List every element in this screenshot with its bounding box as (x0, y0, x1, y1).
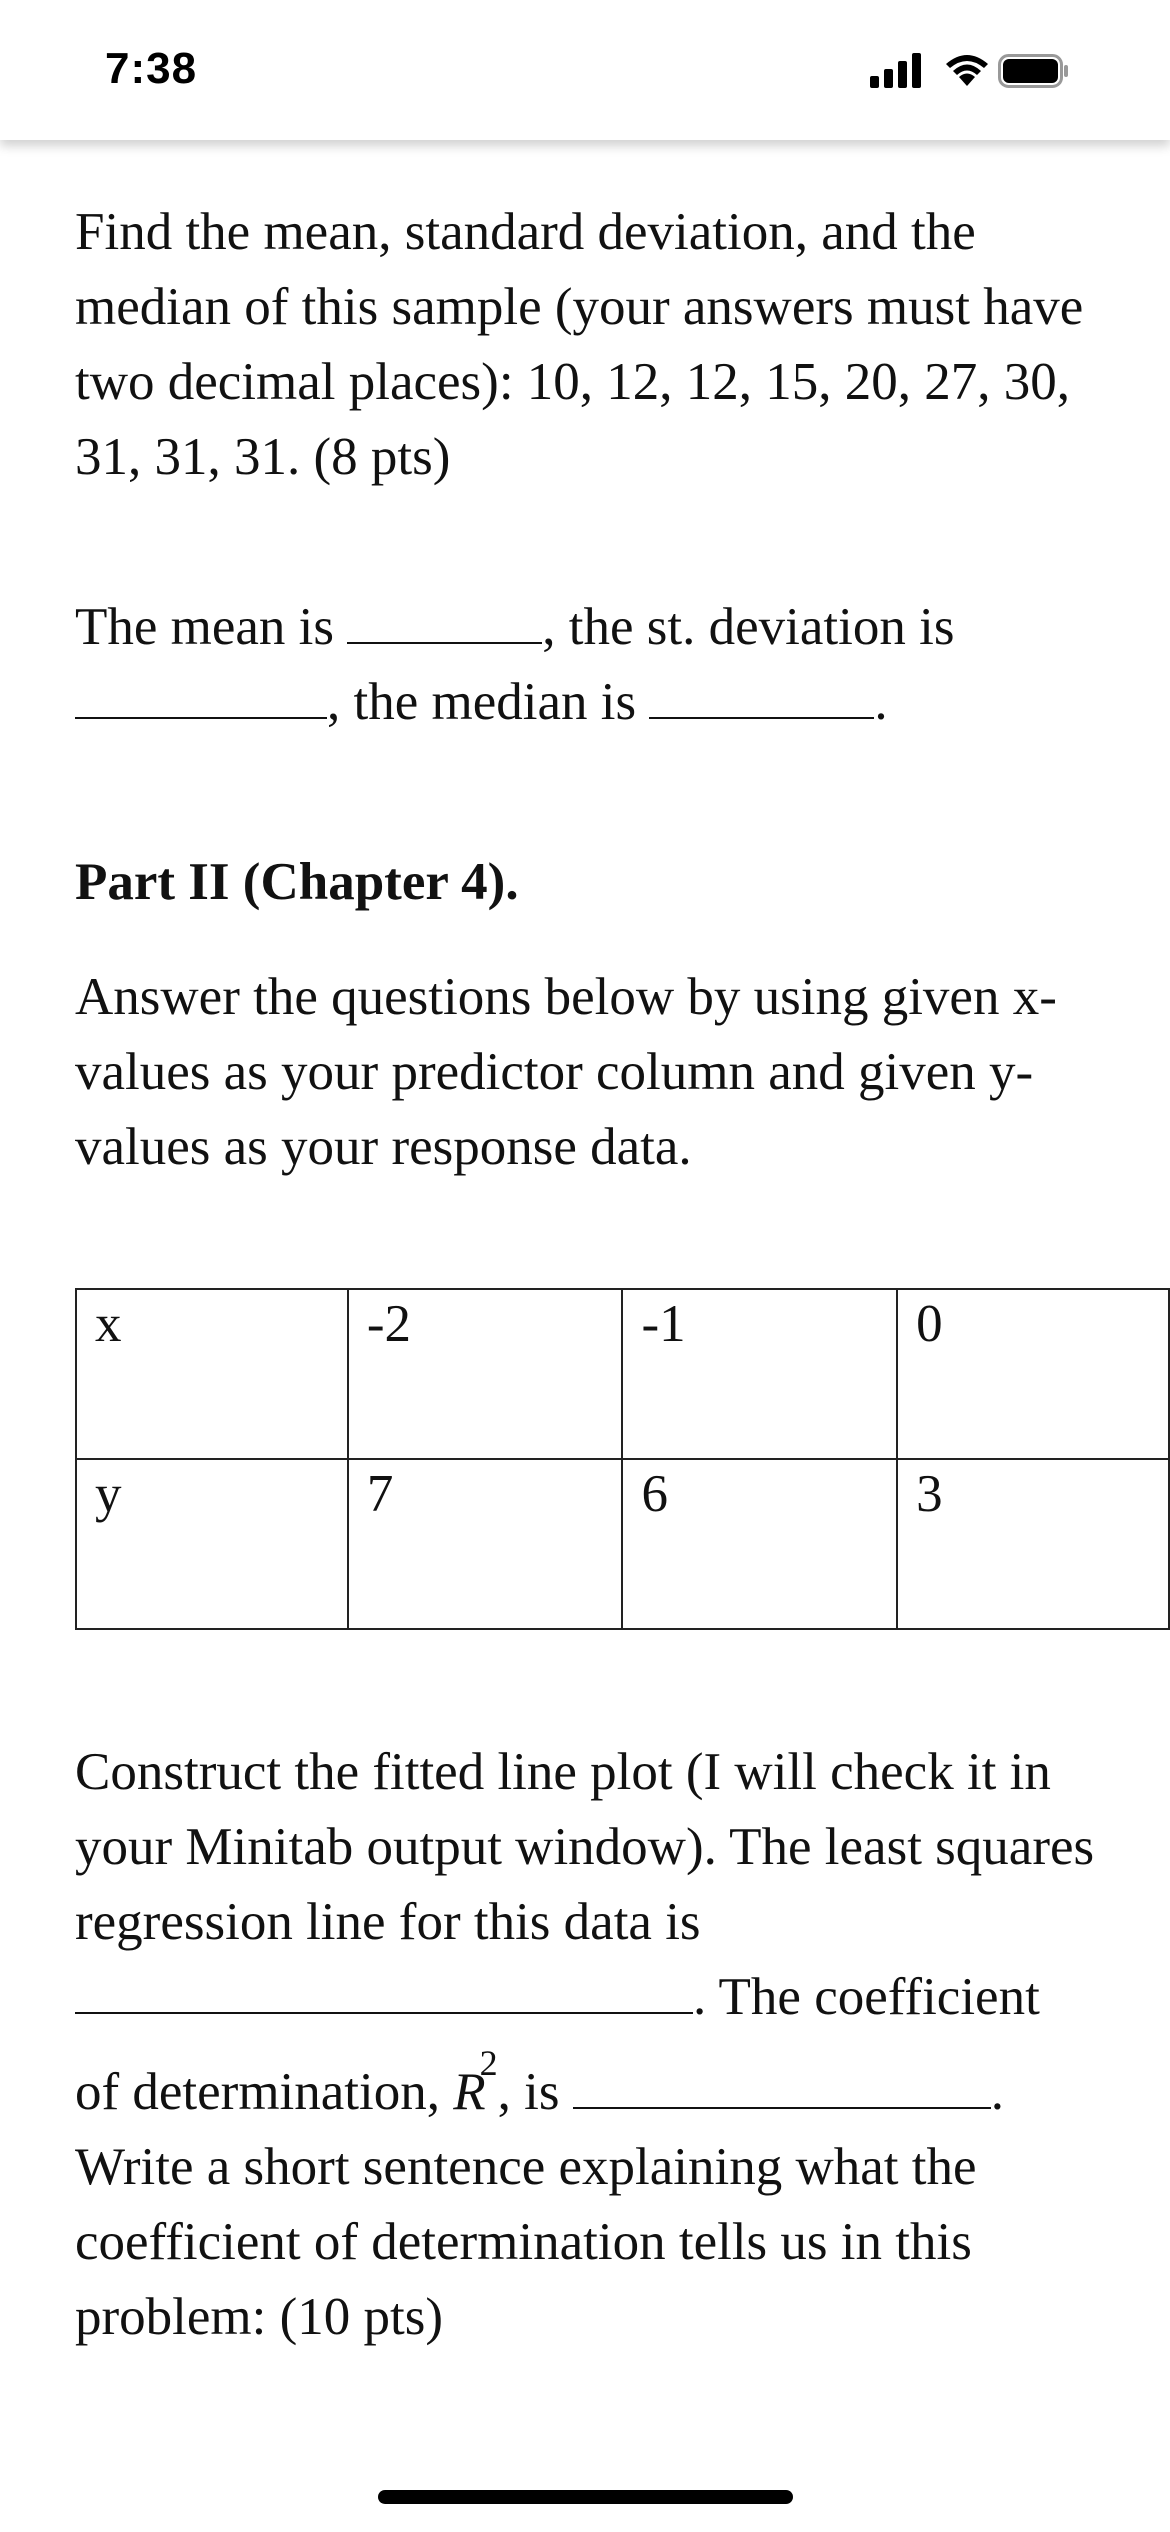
median-blank (649, 669, 874, 719)
data-table (75, 1288, 1170, 1630)
answer-line (75, 590, 1105, 740)
table-cell: x (76, 1289, 348, 1459)
explanation-prompt: Write a short sentence explaining what the coefficient of determination tells us in this problem: (10 pts) (75, 2138, 977, 2346)
instructions-text: Answer the questions below by using given x-values as your predictor column and given y-values as your response data. (75, 968, 1057, 1176)
stdev-label: , the st. deviation is (542, 598, 955, 656)
cellular-signal-icon (870, 52, 926, 88)
table-cell: 3 (897, 1459, 1169, 1629)
determination-text (75, 2043, 1115, 2355)
mean-blank (347, 594, 542, 644)
table-cell: 0 (897, 1289, 1169, 1459)
table-row-y (76, 1459, 1169, 1629)
r-symbol: R (453, 2063, 486, 2121)
table-cell: -1 (622, 1289, 897, 1459)
wifi-icon (944, 52, 990, 88)
regression-line-row (75, 1960, 1115, 2035)
determination-end: . (990, 2063, 1004, 2121)
table-cell: -2 (348, 1289, 623, 1459)
r-squared-blank (573, 2059, 991, 2109)
status-time: 7:38 (105, 44, 198, 93)
status-bar (0, 0, 1170, 140)
determination-prefix: of determination, (75, 2063, 454, 2121)
section-heading: Part II (Chapter 4). (75, 853, 519, 911)
regression-line-blank (75, 1964, 693, 2014)
table-row-x (76, 1289, 1169, 1459)
home-indicator[interactable] (378, 2490, 793, 2504)
determination-mid: , is (497, 2063, 573, 2121)
r-exponent: 2 (479, 2043, 498, 2083)
table-cell: 6 (622, 1459, 897, 1629)
table-cell: y (76, 1459, 348, 1629)
construct-text (75, 1735, 1115, 2035)
status-icons (870, 52, 1110, 92)
question-text: Find the mean, standard deviation, and the median of this sample (your answers must have two decimal places): 10, 12, 12, 15, 20, 27, 30, 31, 31, 31. (8 pts) (75, 203, 1084, 486)
median-label: , the median is (327, 673, 650, 731)
battery-icon (998, 54, 1070, 90)
answer-line-end: . (874, 673, 888, 731)
stdev-blank (75, 669, 327, 719)
table-cell: 7 (348, 1459, 623, 1629)
construct-body: Construct the fitted line plot (I will check it in your Minitab output window). The least squares regression line for this data is (75, 1743, 1095, 1951)
mean-label: The mean is (75, 598, 348, 656)
coefficient-label: . The coefficient (693, 1968, 1040, 2026)
